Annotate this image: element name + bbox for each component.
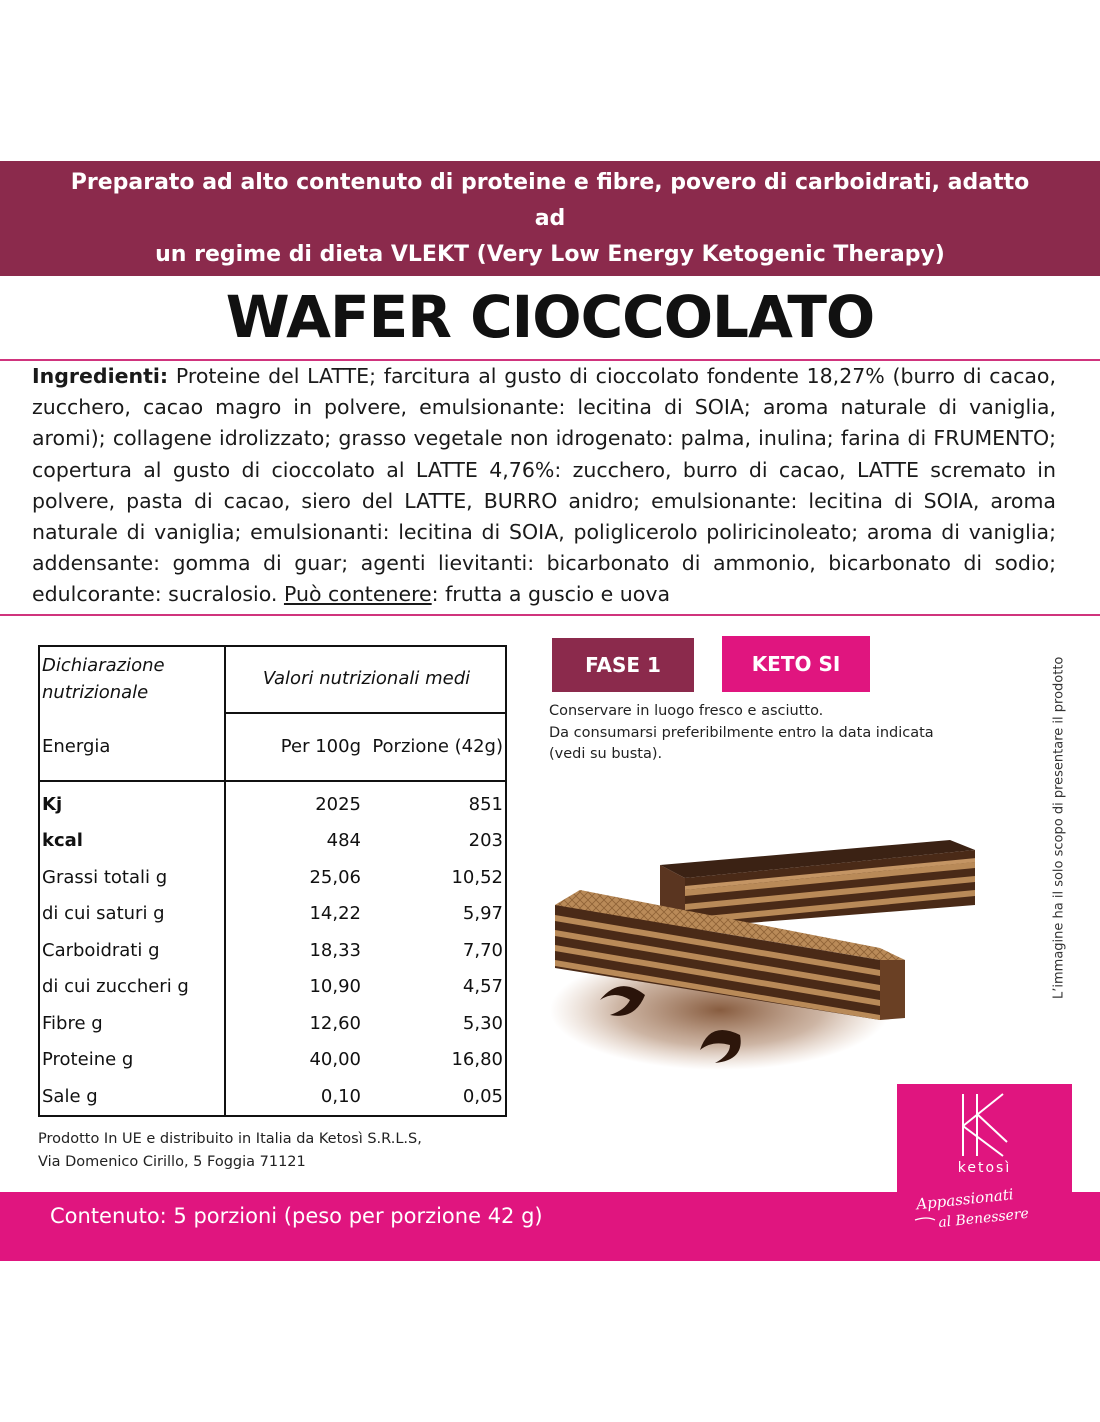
banner-line-1: Preparato ad alto contenuto di proteine e fibre, povero di carboidrati, adatto ad — [70, 169, 1030, 231]
header-banner — [0, 161, 1100, 276]
may-contain-label: Può contenere — [283, 582, 432, 607]
ingredients-paragraph — [32, 361, 1056, 611]
nutrition-energy-row — [38, 712, 507, 780]
row-portion: 203 — [468, 830, 503, 852]
svg-text:Appassionati: Appassionati — [915, 1185, 1015, 1214]
nutrition-header-right: Valori nutrizionali medi — [262, 668, 471, 689]
row-portion: 0,05 — [462, 1085, 503, 1107]
row-portion: 10,52 — [451, 866, 503, 888]
wafer-product-image — [540, 820, 1010, 1090]
phase-badge: FASE 1 — [552, 638, 694, 692]
table-row — [38, 896, 507, 933]
row-per100: 25,06 — [309, 866, 361, 888]
row-per100: 18,33 — [309, 939, 361, 961]
row-label: kcal — [38, 823, 225, 860]
keto-badge: KETO SI — [722, 636, 870, 692]
producer-line-1: Prodotto In UE e distribuito in Italia da Ketosì S.R.L.S, — [38, 1131, 422, 1147]
row-label: di cui zuccheri g — [38, 969, 225, 1006]
table-divider — [226, 712, 507, 714]
table-row — [38, 823, 507, 860]
ketosi-k-logo-icon — [955, 1092, 1015, 1158]
row-per100: 0,10 — [320, 1085, 361, 1107]
row-per100: 12,60 — [309, 1012, 361, 1034]
row-per100: 2025 — [315, 793, 361, 815]
brand-slogan-script — [907, 1182, 1067, 1232]
nutrition-header-row — [38, 645, 507, 712]
brand-name: ketosì — [957, 1160, 1012, 1176]
storage-line-1: Conservare in luogo fresco e asciutto. — [549, 703, 824, 719]
row-portion: 7,70 — [462, 939, 503, 961]
col-100g-label: Per 100g — [280, 735, 361, 757]
table-divider — [38, 780, 507, 782]
divider-bottom — [0, 614, 1100, 616]
table-row — [38, 859, 507, 896]
nutrition-header-left: Dichiarazione nutrizionale — [38, 645, 225, 712]
nutrition-table — [38, 645, 507, 1115]
producer-line-2: Via Domenico Cirillo, 5 Foggia 71121 — [38, 1154, 306, 1170]
table-row — [38, 1042, 507, 1079]
table-row — [38, 1005, 507, 1042]
svg-text:al Benessere: al Benessere — [937, 1205, 1030, 1232]
row-label: Sale g — [38, 1078, 225, 1115]
row-label: di cui saturi g — [38, 896, 225, 933]
brand-logo — [897, 1084, 1072, 1242]
table-row — [38, 1078, 507, 1115]
storage-line-2: Da consumarsi preferibilmente entro la data indicata — [549, 724, 934, 741]
row-label: Grassi totali g — [38, 859, 225, 896]
ingredients-label: Ingredienti: — [32, 364, 169, 388]
row-per100: 10,90 — [309, 976, 361, 998]
col-portion-label: Porzione (42g) — [372, 735, 503, 757]
row-portion: 851 — [468, 793, 503, 815]
row-portion: 5,30 — [462, 1012, 503, 1034]
row-portion: 4,57 — [462, 976, 503, 998]
table-row — [38, 932, 507, 969]
product-title: WAFER CIOCCOLATO — [225, 283, 875, 351]
row-per100: 14,22 — [309, 903, 361, 925]
storage-line-3: (vedi su busta). — [549, 746, 663, 762]
row-per100: 484 — [326, 830, 361, 852]
table-row — [38, 786, 507, 823]
row-label: Fibre g — [38, 1005, 225, 1042]
may-contain-text: : frutta a guscio e uova — [431, 582, 671, 607]
ingredients-text: Proteine del LATTE; farcitura al gusto di cioccolato fondente 18,27% (burro di cacao, zucchero, cacao magro in polvere, emulsionante: lecitina di SOIA; aroma naturale di vaniglia, aromi); collagene idrolizzato; grasso vegetale non idrogenato: palma, inulina; farina di FRUMENTO; copertura al gusto di cioccolato al LATTE 4,76%: zucchero, burro di cacao, LATTE scremato in polvere, pasta di cacao, siero del LATTE, BURRO anidro; emulsionante: lecitina di SOIA, aroma naturale di vaniglia; emulsionanti: lecitina di SOIA, poliglicerolo poliricinoleato; aroma di vaniglia; addensante: gomma di guar; agenti lievitanti: bicarbonato di ammonio, bicarbonato di sodio; edulcorante: sucralosio. — [32, 364, 1056, 607]
row-portion: 16,80 — [451, 1049, 503, 1071]
storage-instructions — [549, 701, 969, 766]
banner-line-2: un regime di dieta VLEKT (Very Low Energy Ketogenic Therapy) — [155, 241, 945, 267]
table-row — [38, 969, 507, 1006]
row-portion: 5,97 — [462, 903, 503, 925]
producer-info — [38, 1128, 538, 1174]
row-label: Carboidrati g — [38, 932, 225, 969]
row-per100: 40,00 — [309, 1049, 361, 1071]
row-label: Proteine g — [38, 1042, 225, 1079]
content-text: Contenuto: 5 porzioni (peso per porzione 42 g) — [50, 1204, 543, 1228]
image-disclaimer: L’immagine ha il solo scopo di presentare il prodotto — [1051, 656, 1067, 999]
row-label: Kj — [38, 786, 225, 823]
energy-label: Energia — [38, 712, 225, 780]
